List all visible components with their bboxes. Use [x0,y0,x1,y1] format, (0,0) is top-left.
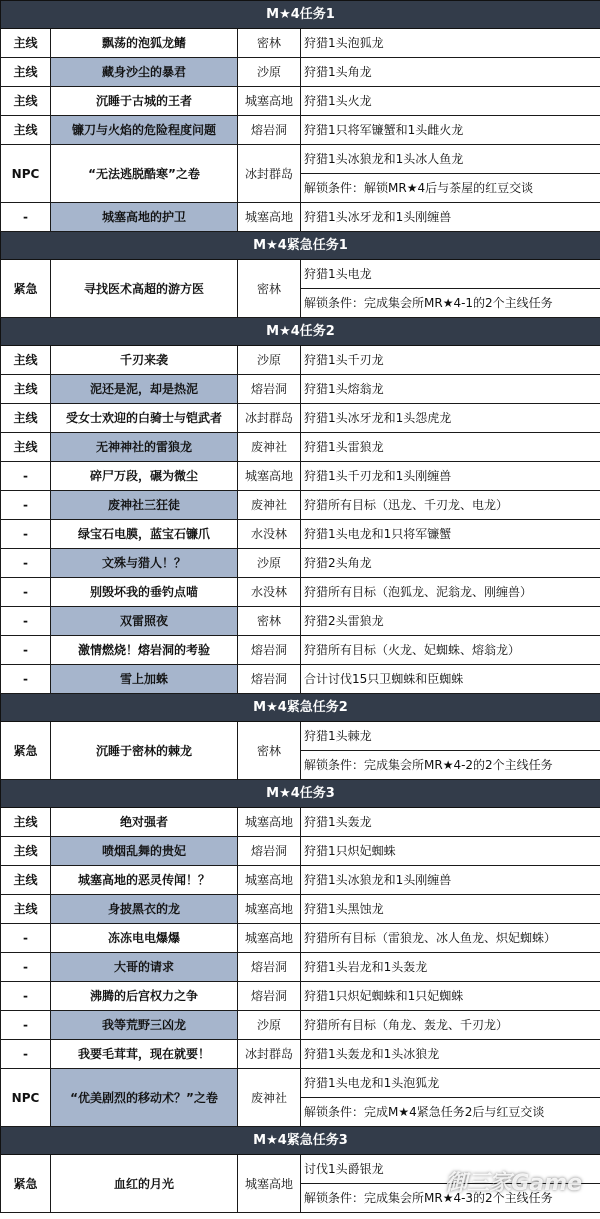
quest-row [1,145,600,203]
quest-objective: 狩猎1头电龙 [304,267,372,281]
quest-objective-cell [301,260,600,318]
quest-name: 双雷照夜 [51,607,238,636]
quest-table-body [1,1,600,1213]
quest-row [1,895,600,924]
quest-name: 碎尸万段，碾为微尘 [51,462,238,491]
quest-name: 藏身沙尘的暴君 [51,58,238,87]
section-header [1,694,600,722]
quest-type: 紧急 [1,1155,51,1213]
section-title: M★4任务2 [1,318,600,346]
quest-name: 绝对强者 [51,808,238,837]
quest-unlock-condition: 解锁条件：完成集会所MR★4-2的2个主线任务 [301,750,600,779]
quest-name: 城塞高地的恶灵传闻！？ [51,866,238,895]
quest-type: 主线 [1,866,51,895]
quest-row [1,346,600,375]
quest-name: 无神神社的雷狼龙 [51,433,238,462]
quest-name: 别毁坏我的垂钓点喵 [51,578,238,607]
quest-row [1,1155,600,1213]
quest-unlock-condition: 解锁条件：完成集会所MR★4-1的2个主线任务 [301,288,600,317]
quest-objective-cell [301,1069,600,1127]
quest-name: 寻找医术高超的游方医 [51,260,238,318]
quest-objective: 狩猎所有目标（泡狐龙、泥翁龙、刚缠兽） [301,578,600,607]
quest-location: 密林 [238,260,301,318]
quest-name: 我等荒野三凶龙 [51,1011,238,1040]
quest-name: 我要毛茸茸，现在就要！ [51,1040,238,1069]
quest-objective: 狩猎1头火龙 [301,87,600,116]
quest-row [1,953,600,982]
quest-unlock-condition: 解锁条件：解锁MR★4后与茶屋的红豆交谈 [301,173,600,202]
quest-row [1,116,600,145]
quest-name: 血红的月光 [51,1155,238,1213]
quest-name: 飘荡的泡狐龙鳍 [51,29,238,58]
quest-location: 城塞高地 [238,462,301,491]
quest-row [1,837,600,866]
quest-location: 城塞高地 [238,203,301,232]
quest-objective: 狩猎1头冰牙龙和1头刚缠兽 [301,203,600,232]
quest-type: NPC [1,1069,51,1127]
section-header [1,1,600,29]
quest-location: 城塞高地 [238,1155,301,1213]
quest-objective: 狩猎所有目标（角龙、轰龙、千刃龙） [301,1011,600,1040]
quest-location: 城塞高地 [238,87,301,116]
quest-row [1,665,600,694]
quest-type: - [1,665,51,694]
quest-location: 废神社 [238,1069,301,1127]
quest-type: NPC [1,145,51,203]
quest-type: - [1,953,51,982]
quest-unlock-condition: 解锁条件：完成M★4紧急任务2后与红豆交谈 [301,1097,600,1126]
quest-name: 大哥的请求 [51,953,238,982]
quest-row [1,808,600,837]
quest-location: 废神社 [238,433,301,462]
quest-row [1,982,600,1011]
quest-objective: 狩猎1头电龙和1只将军镰蟹 [301,520,600,549]
quest-location: 城塞高地 [238,924,301,953]
quest-name: 废神社三狂徒 [51,491,238,520]
quest-objective: 狩猎1头黑蚀龙 [301,895,600,924]
watermark: 御三家Game [445,1171,582,1196]
quest-location: 熔岩洞 [238,375,301,404]
quest-location: 废神社 [238,491,301,520]
quest-objective: 狩猎1头冰狼龙和1头冰人鱼龙 [304,152,464,166]
section-title: M★4紧急任务3 [1,1127,600,1155]
quest-row [1,578,600,607]
quest-type: 主线 [1,895,51,924]
quest-location: 熔岩洞 [238,116,301,145]
quest-type: - [1,1011,51,1040]
quest-location: 城塞高地 [238,808,301,837]
quest-row [1,87,600,116]
quest-type: 主线 [1,58,51,87]
quest-name: 身披黑衣的龙 [51,895,238,924]
quest-name: 千刃来袭 [51,346,238,375]
quest-name: “优美剧烈的移动术？”之卷 [51,1069,238,1127]
quest-objective: 狩猎1只炽妃蜘蛛和1只妃蜘蛛 [301,982,600,1011]
quest-location: 熔岩洞 [238,665,301,694]
quest-objective: 狩猎1头千刃龙 [301,346,600,375]
quest-type: - [1,924,51,953]
quest-row [1,404,600,433]
quest-name: 泥还是泥，却是热泥 [51,375,238,404]
quest-type: 主线 [1,346,51,375]
quest-objective: 狩猎1头棘龙 [304,729,372,743]
quest-objective: 狩猎1头角龙 [301,58,600,87]
quest-name: “无法逃脱酷寒”之卷 [51,145,238,203]
quest-location: 城塞高地 [238,895,301,924]
quest-name: 受女士欢迎的白骑士与铠武者 [51,404,238,433]
section-title: M★4任务1 [1,1,600,29]
quest-objective: 狩猎2头雷狼龙 [301,607,600,636]
quest-objective: 狩猎1头泡狐龙 [301,29,600,58]
quest-objective: 狩猎1头雷狼龙 [301,433,600,462]
quest-objective: 狩猎所有目标（雷狼龙、冰人鱼龙、炽妃蜘蛛） [301,924,600,953]
quest-objective-cell [301,722,600,780]
quest-type: 主线 [1,404,51,433]
quest-objective: 狩猎所有目标（火龙、妃蜘蛛、熔翁龙） [301,636,600,665]
quest-objective: 狩猎1头冰狼龙和1头刚缠兽 [301,866,600,895]
quest-type: - [1,462,51,491]
section-header [1,1127,600,1155]
quest-location: 密林 [238,29,301,58]
quest-unlock-condition: 解锁条件：完成集会所MR★4-3的2个主线任务 [301,1183,600,1212]
quest-type: 紧急 [1,260,51,318]
quest-location: 冰封群岛 [238,404,301,433]
quest-row [1,375,600,404]
quest-type: - [1,607,51,636]
quest-name: 喷烟乱舞的贵妃 [51,837,238,866]
quest-row [1,491,600,520]
quest-location: 密林 [238,607,301,636]
quest-row [1,462,600,491]
quest-row [1,260,600,318]
quest-type: 主线 [1,116,51,145]
quest-objective: 狩猎所有目标（迅龙、千刃龙、电龙） [301,491,600,520]
quest-name: 沉睡于密林的棘龙 [51,722,238,780]
quest-name: 镰刀与火焰的危险程度问题 [51,116,238,145]
quest-objective-cell [301,145,600,203]
quest-objective: 讨伐1头爵银龙 [304,1162,384,1176]
quest-name: 雪上加蛛 [51,665,238,694]
quest-objective: 狩猎1只炽妃蜘蛛 [301,837,600,866]
quest-location: 水没林 [238,520,301,549]
quest-type: - [1,578,51,607]
quest-location: 熔岩洞 [238,636,301,665]
quest-row [1,924,600,953]
quest-objective: 狩猎1头电龙和1头泡狐龙 [304,1076,440,1090]
quest-location: 沙原 [238,1011,301,1040]
quest-objective: 狩猎1头轰龙和1头冰狼龙 [301,1040,600,1069]
quest-type: - [1,520,51,549]
quest-row [1,58,600,87]
quest-location: 熔岩洞 [238,837,301,866]
quest-objective: 狩猎1头岩龙和1头轰龙 [301,953,600,982]
section-header [1,318,600,346]
quest-location: 冰封群岛 [238,145,301,203]
quest-row [1,1040,600,1069]
quest-name: 冻冻电电爆爆 [51,924,238,953]
section-title: M★4任务3 [1,780,600,808]
quest-objective: 狩猎1头轰龙 [301,808,600,837]
quest-name: 城塞高地的护卫 [51,203,238,232]
quest-objective: 狩猎1只将军镰蟹和1头雌火龙 [301,116,600,145]
quest-type: 主线 [1,87,51,116]
quest-type: 主线 [1,837,51,866]
quest-row [1,203,600,232]
quest-location: 冰封群岛 [238,1040,301,1069]
quest-type: 主线 [1,29,51,58]
quest-objective: 狩猎1头冰牙龙和1头怨虎龙 [301,404,600,433]
quest-location: 水没林 [238,578,301,607]
quest-type: - [1,636,51,665]
quest-location: 熔岩洞 [238,953,301,982]
quest-objective: 狩猎2头角龙 [301,549,600,578]
quest-row [1,29,600,58]
quest-type: 主线 [1,433,51,462]
section-title: M★4紧急任务2 [1,694,600,722]
quest-name: 激情燃烧！熔岩洞的考验 [51,636,238,665]
quest-type: - [1,491,51,520]
quest-location: 沙原 [238,58,301,87]
quest-objective: 合计讨伐15只卫蜘蛛和臣蜘蛛 [301,665,600,694]
quest-row [1,866,600,895]
quest-row [1,607,600,636]
quest-name: 文殊与猎人！？ [51,549,238,578]
quest-row [1,722,600,780]
quest-row [1,433,600,462]
quest-row [1,549,600,578]
quest-row [1,1011,600,1040]
quest-type: 主线 [1,808,51,837]
quest-row [1,636,600,665]
quest-objective: 狩猎1头千刃龙和1头刚缠兽 [301,462,600,491]
quest-type: - [1,1040,51,1069]
quest-type: - [1,549,51,578]
section-header [1,780,600,808]
quest-row [1,1069,600,1127]
quest-location: 密林 [238,722,301,780]
quest-type: 主线 [1,375,51,404]
quest-objective: 狩猎1头熔翁龙 [301,375,600,404]
quest-location: 沙原 [238,346,301,375]
quest-name: 沸腾的后宫权力之争 [51,982,238,1011]
quest-row [1,520,600,549]
quest-name: 沉睡于古城的王者 [51,87,238,116]
quest-type: - [1,203,51,232]
section-title: M★4紧急任务1 [1,232,600,260]
section-header [1,232,600,260]
quest-location: 城塞高地 [238,866,301,895]
quest-location: 沙原 [238,549,301,578]
quest-objective-cell [301,1155,600,1213]
quest-location: 熔岩洞 [238,982,301,1011]
quest-name: 绿宝石电膜，蓝宝石镰爪 [51,520,238,549]
quest-type: - [1,982,51,1011]
quest-type: 紧急 [1,722,51,780]
